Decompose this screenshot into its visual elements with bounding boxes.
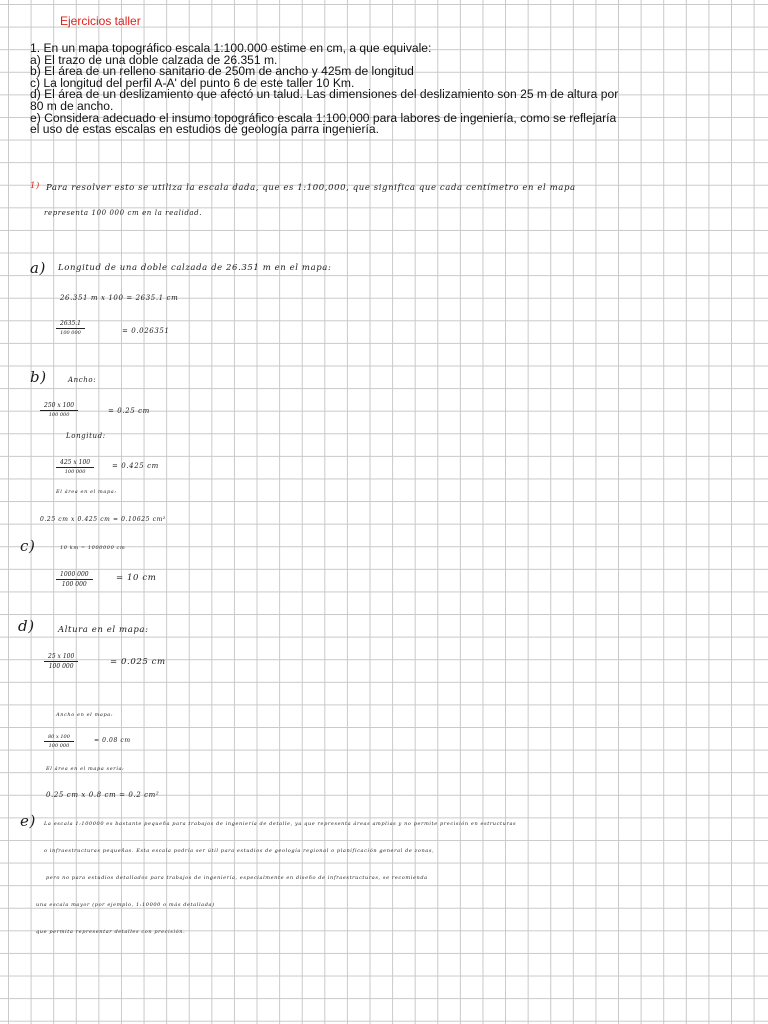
answer-b-area-label: El área en el mapa: xyxy=(56,489,117,495)
answer-c-fraction xyxy=(56,571,93,588)
fraction-numerator: 1000 000 xyxy=(56,571,93,580)
question-line: c) La longitud del perfil A-A' del punto 6 de este taller 10 Km. xyxy=(30,75,355,90)
fraction-numerator: 425 x 100 xyxy=(56,459,94,468)
answer-b-marker: b) xyxy=(30,368,47,386)
answer-d-altura-fraction xyxy=(44,653,78,670)
answer-e-marker: e) xyxy=(20,812,36,830)
answer-c-result: = 10 cm xyxy=(116,573,157,583)
fraction-denominator: 100 000 xyxy=(64,469,86,475)
answer-e-line: una escala mayor (por ejemplo, 1:10000 o más detallada) xyxy=(36,902,215,908)
fraction-denominator: 100 000 xyxy=(48,412,70,418)
answer-b-ancho-label: Ancho: xyxy=(68,376,97,384)
answer-d-ancho-result: = 0.08 cm xyxy=(94,737,131,744)
answer-d-area-calc: 0.25 cm x 0.8 cm = 0.2 cm² xyxy=(46,791,160,799)
question-line: 1. En un mapa topográfico escala 1:100.000 estime en cm, a que equivale: xyxy=(30,41,432,55)
answer-d-ancho-fraction xyxy=(44,734,74,749)
page-title: Ejercicios taller xyxy=(60,14,141,28)
answer-a-calc: 26.351 m x 100 = 2635.1 cm xyxy=(60,294,179,302)
answer-e-line: que permita representar detalles con precisión. xyxy=(36,929,186,935)
answer-a-marker: a) xyxy=(30,259,46,277)
answer-d-altura-label: Altura en el mapa: xyxy=(58,625,149,635)
answer-a-result: = 0.026351 xyxy=(122,327,170,335)
answer-b-ancho-result: = 0.25 cm xyxy=(108,407,150,415)
fraction-denominator: 100 000 xyxy=(48,743,70,749)
answer-e-line: pero no para estudios detallados para trabajos de ingeniería, especialmente en diseño de infraestructuras, se recomienda xyxy=(46,875,428,881)
question-line: e) Considera adecuado el insumo topográfico escala 1:100.000 para labores de ingeniería, como se reflejaría xyxy=(30,110,617,125)
question-line: el uso de estas escalas en estudios de geología parra ingeniería. xyxy=(30,122,379,137)
fraction-numerator: 2635.1 xyxy=(56,320,85,329)
answer-c-marker: c) xyxy=(20,537,36,555)
question-block xyxy=(30,43,690,136)
answer-b-area-calc: 0.25 cm x 0.425 cm = 0.10625 cm² xyxy=(40,516,166,523)
question-line: a) El trazo de una doble calzada de 26.351 m. xyxy=(30,52,278,67)
answer-b-longitud-fraction xyxy=(56,459,94,475)
answer-b-longitud-label: Longitud: xyxy=(66,432,106,440)
answer-a-fraction xyxy=(56,320,85,336)
fraction-denominator: 100 000 xyxy=(48,663,74,670)
fraction-denominator: 100 000 xyxy=(60,330,81,336)
question-line: d) El área de un deslizamiento que afectó un talud. Las dimensiones del deslizamiento son 25 m de altura por xyxy=(30,87,619,102)
fraction-denominator: 100 000 xyxy=(61,581,87,588)
answer-d-altura-result: = 0.025 cm xyxy=(110,657,166,667)
answer-b-longitud-result: = 0.425 cm xyxy=(112,462,159,470)
question-line: 80 m de ancho. xyxy=(30,98,114,113)
fraction-numerator: 250 x 100 xyxy=(40,402,78,411)
answer-d-ancho-label: Ancho en el mapa: xyxy=(56,712,114,718)
answer-d-area-label: El área en el mapa sería: xyxy=(46,766,125,772)
intro-line-2: representa 100 000 cm en la realidad. xyxy=(44,209,203,217)
intro-line-1: Para resolver esto se utiliza la escala dada, que es 1:100,000, que significa que cada centímetro en el mapa xyxy=(46,183,576,193)
answer-b-ancho-fraction xyxy=(40,402,78,418)
answer-c-conversion: 10 km = 1000000 cm xyxy=(60,545,126,551)
intro-marker: 1) xyxy=(30,181,40,191)
fraction-numerator: 80 x 100 xyxy=(44,734,74,742)
fraction-numerator: 25 x 100 xyxy=(44,653,78,662)
question-line: b) El área de un relleno sanitario de 250m de ancho y 425m de longitud xyxy=(30,64,414,79)
answer-e-line: La escala 1:100000 es bastante pequeña para trabajos de ingeniería de detalle, ya que representa áreas amplias y no permite precisión en estructuras xyxy=(44,821,517,827)
answer-e-line: o infraestructuras pequeñas. Esta escala podría ser útil para estudios de geología regional o planificación general de zonas, xyxy=(44,848,435,854)
answer-d-marker: d) xyxy=(18,617,35,635)
answer-a-heading: Longitud de una doble calzada de 26.351 m en el mapa: xyxy=(58,263,332,273)
